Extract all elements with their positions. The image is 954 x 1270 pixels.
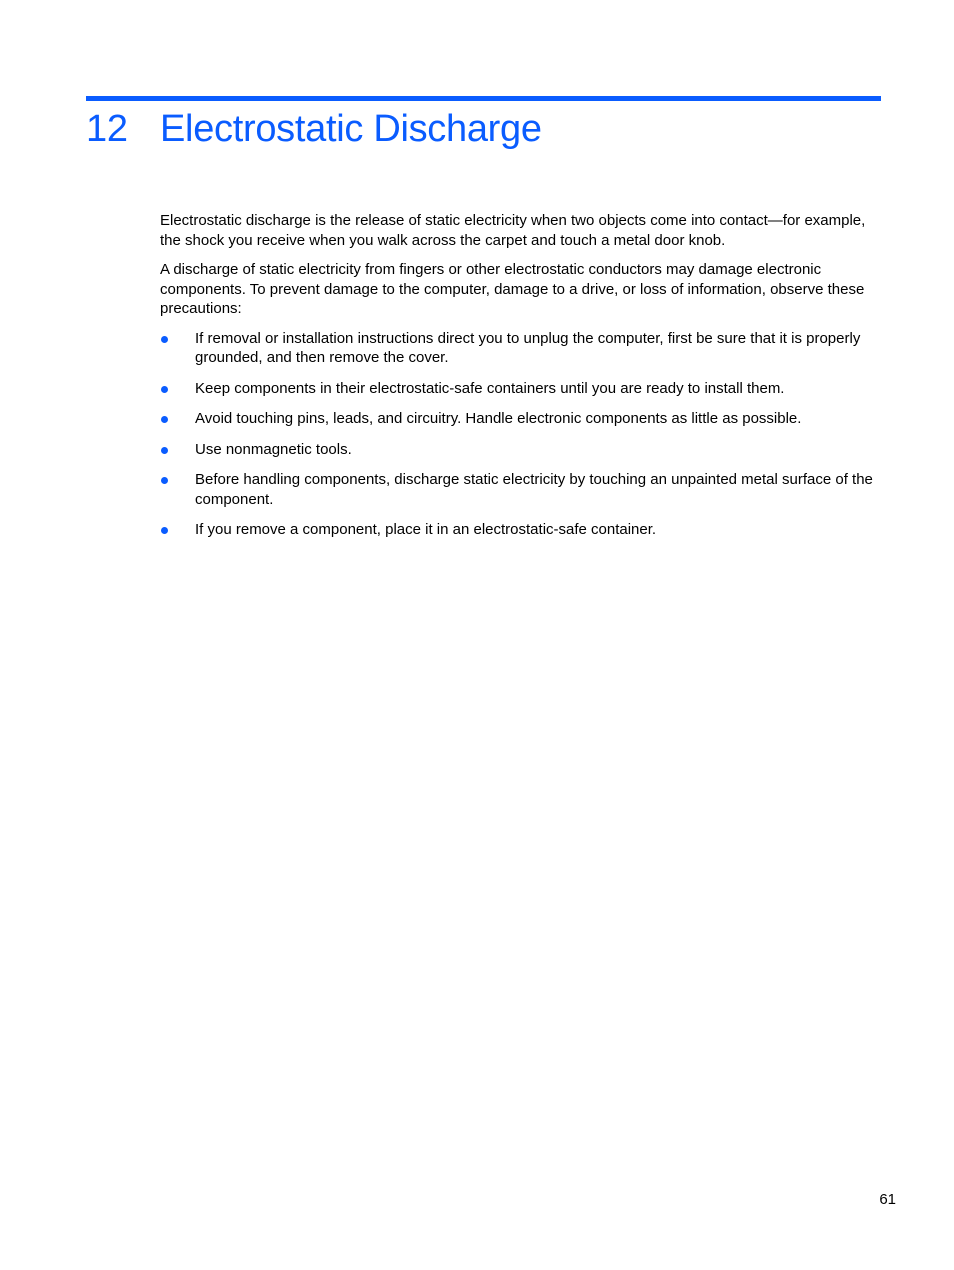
list-item [160,409,885,429]
chapter-title [86,106,542,152]
bullet-icon [161,386,168,393]
chapter-number: 12 [86,108,128,150]
chapter-title-text: Electrostatic Discharge [160,108,542,150]
list-item-text: Avoid touching pins, leads, and circuitry. Handle electronic components as little as possible. [195,410,802,427]
list-item [160,440,885,460]
bullet-icon [161,416,168,423]
list-item-text: Keep components in their electrostatic-safe containers until you are ready to install them. [195,379,785,397]
bullet-icon [161,527,168,534]
bullet-icon [161,336,168,343]
list-item [160,520,885,540]
list-item-text: Use nonmagnetic tools. [195,440,352,458]
page-number: 61 [879,1191,896,1208]
list-item [160,379,885,399]
intro-paragraph: Electrostatic discharge is the release of static electricity when two objects come into contact—for example, the shock you receive when you walk across the carpet and touch a metal door knob. [160,212,866,249]
chapter-rule [86,96,881,101]
bullet-icon [161,477,168,484]
list-item [160,470,885,509]
list-item [160,329,885,368]
precautions-list [160,329,885,540]
list-item-text: If you remove a component, place it in an electrostatic-safe container. [195,521,657,538]
bullet-icon [161,447,168,454]
chapter-body [160,211,885,551]
precautions-paragraph: A discharge of static electricity from fingers or other electrostatic conductors may damage electronic components. To prevent damage to the computer, damage to a drive, or loss of information, observe these precautions: [160,261,865,317]
list-item-text: If removal or installation instructions direct you to unplug the computer, first be sure that it is properly grounded, and then remove the cover. [195,329,861,366]
list-item-text: Before handling components, discharge static electricity by touching an unpainted metal surface of the component. [195,471,873,508]
